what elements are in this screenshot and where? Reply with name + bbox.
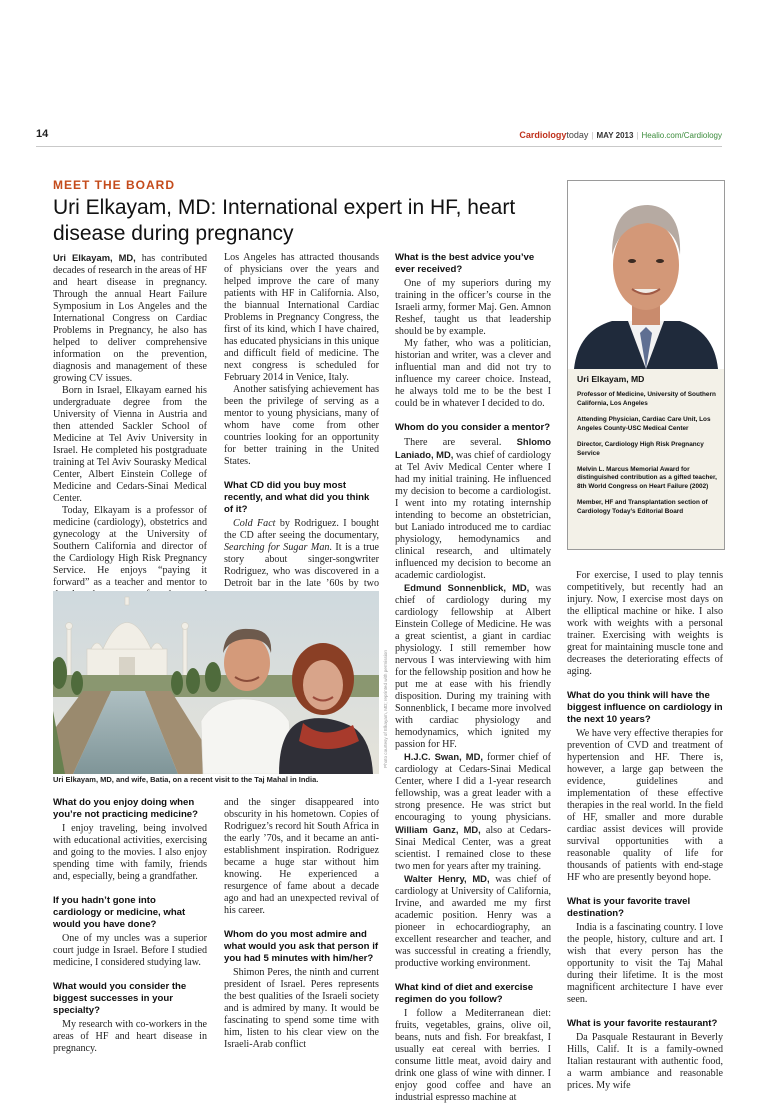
paragraph: Cold Fact by Rodriguez. I bought the CD after seeing the documentary, Searching for Sugar Man. It is a true story about singer-songwriter Rodriguez, who was discovered in a Detroit bar in the late ’60s by two [224,518,379,589]
article-column-1-lower [53,797,207,1055]
paragraph: One of my superiors during my training in the officer’s course in the Israeli army, former Maj. Gen. Amnon Reshef, taught us that leadership should be by example. [395,278,551,337]
question-heading: What is your favorite travel destination? [567,896,691,919]
question-heading: What would you consider the biggest successes in your specialty? [53,981,187,1016]
taj-mahal-photo [53,591,379,774]
issue-date: MAY 2013 [596,131,634,140]
sidebar-credentials [577,391,717,524]
photo-caption: Uri Elkayam, MD, and wife, Batia, on a recent visit to the Taj Mahal in India. [53,775,319,784]
credential-item: Director, Cardiology High Risk Pregnancy Service [577,440,704,457]
paragraph: One of my uncles was a superior court judge in Israel. Before I studied medicine, I considered studying law. [53,933,207,968]
article-column-3 [395,252,551,1104]
bio-sidebar [567,180,725,550]
photo-credit-text: Photo courtesy of Elkayam, MD; reprinted with permission [383,650,388,768]
article-column-2 [224,252,379,626]
paragraph: Another satisfying achievement has been the privilege of serving as a mentor to young physicians, many of whom have come from other countries looking for an opportunity for better training in the United States. [224,384,379,467]
paragraph: There are several. Shlomo Laniado, MD, was chief of cardiology at Tel Aviv Medical Center where I had my initial training. He influenced my decision to become a cardiologist. I went into my rotating internship intending to become an obstetrician, but Laniado introduced me to cardiac physiology, hemodynamics and clinical research, and ultimately influenced my decision to become an academic cardiologist. [395,436,551,581]
paragraph: Shimon Peres, the ninth and current president of Israel. Peres represents the best qualities of the Israeli society and is admired by many. It would be fascinating to spend some time with him, listen to his clear view on the Israeli-Arab conflict [224,967,379,1050]
paragraph: My research with co-workers in the areas of HF and heart disease in pregnancy. [53,1019,207,1054]
article-column-1 [53,252,207,613]
headline: Uri Elkayam, MD: International expert in HF, heart disease during pregnancy [53,196,516,245]
question-heading: What kind of diet and exercise regimen do you follow? [395,982,534,1005]
brand-suffix: today [566,130,589,140]
question-heading: If you hadn’t gone into cardiology or medicine, what would you have done? [53,895,186,930]
question-heading: What do you enjoy doing when you’re not practicing medicine? [53,797,198,820]
sidebar-name: Uri Elkayam, MD [577,374,645,384]
section-kicker: MEET THE BOARD [53,178,175,192]
credential-item: Attending Physician, Cardiac Care Unit, Los Angeles County-USC Medical Center [577,415,711,432]
paragraph: Los Angeles has attracted thousands of physicians over the years and helped improve the care of many patients with HF in California. Also, the biannual International Cardiac Problems in Pregnancy Congress, the first of its kind, which I have chaired, has educated physicians in this unique and difficult field of medicine. The next congress is scheduled for February 2014 in Venice, Italy. [224,252,379,383]
paragraph: Walter Henry, MD, was chief of cardiology at University of California, Irvine, and awarded me my first academic position. Henry was a pioneer in echocardiography, an excellent researcher and teacher, and was successful in creating a friendly, productive working environment. [395,873,551,969]
question-heading: What is the best advice you’ve ever received? [395,252,535,275]
masthead: Cardiologytoday | MAY 2013 | Healio.com/Cardiology [519,130,722,140]
photo-illustration [53,591,379,774]
paragraph: For exercise, I used to play tennis competitively, but recently had an injury. Now, I exercise most days on the elliptical machine or hike. I also work with weights with a personal trainer. Exercising with weights is great for maintaining muscle tone and decreases the deteriorating effects of aging. [567,570,723,677]
paragraph: We have very effective therapies for prevention of CVD and treatment of hypertension and HF. There is, however, a large gap between the evidence, guidelines and implementation of these effective therapies in the real world. In the field of HF, smaller and more durable cardiac assist devices will provide survival opportunities with a reasonable quality of life for thousands of patients with end-stage HF who are presently beyond hope. [567,728,723,883]
article-column-4 [567,570,723,1092]
paragraph: Born in Israel, Elkayam earned his undergraduate degree from the University of Vienna in Austria and then attended Sackler School of Medicine at Tel Aviv University in Israel. He completed his postgraduate training at Tel Aviv Sourasky Medical Center, Albert Einstein College of Medicine and Cedars-Sinai Medical Center. [53,385,207,504]
paragraph: Today, Elkayam is a professor of medicine (cardiology), obstetrics and gynecology at the University of Southern California and director of the Cardiology High Risk Pregnancy Service. He enjoys “paying it forward” as a teacher and mentor to [53,505,207,588]
question-heading: What CD did you buy most recently, and what did you think of it? [224,480,370,515]
article-column-2-lower [224,797,379,1051]
portrait-photo [568,181,724,369]
photo-credit [380,610,390,770]
site-link[interactable]: Healio.com/Cardiology [641,131,722,140]
question-heading: What do you think will have the biggest influence on cardiology in the next 10 years? [567,690,723,725]
credential-item: Melvin L. Marcus Memorial Award for distinguished contribution as a gifted teacher, 8th World Congress on Heart Failure (2002) [577,465,717,491]
brand-name: Cardiology [519,130,567,140]
header-rule [36,146,722,147]
paragraph: I follow a Mediterranean diet: fruits, vegetables, grains, olive oil, beans, nuts and fish. For breakfast, I usually eat cereal with berries. I consume little meat, avoid dairy and drink one glass of wine with dinner. I enjoy good coffee and have an industrial espresso machine at [395,1008,551,1103]
page-number: 14 [36,128,49,140]
paragraph: H.J.C. Swan, MD, former chief of cardiology at Cedars-Sinai Medical Center, where I did a 1-year research fellowship, was a great leader with a strong presence. He was strict but encouraging to young physicians. William Ganz, MD, also at Cedars-Sinai Medical Center, was a great scientist. I remained close to these two men for years after my training. [395,751,552,872]
credential-item: Member, HF and Transplantation section of Cardiology Today’s Editorial Board [577,499,708,516]
question-heading: Whom do you most admire and what would you ask that person if you had 5 minutes with him/her? [224,929,379,964]
paragraph: and the singer disappeared into obscurity in his hometown. Copies of Rodriguez’s record hit South Africa in the early ’70s, and it became an anti-establishment inspiration. Rodriguez became a huge star without him knowing. He experienced a resurgence of fame about a decade ago and had an unexpected revival of his career. [224,797,379,916]
question-heading: What is your favorite restaurant? [567,1018,718,1029]
credential-item: Professor of Medicine, University of Southern California, Los Angeles [577,391,716,407]
paragraph: Edmund Sonnenblick, MD, was chief of cardiology during my cardiology fellowship at Albert Einstein College of Medicine. He was a great scientist, a giant in cardiac physiology. I still remember how nervous I was interviewing with him for the fellowship position and how he put me at ease with his friendly disposition. During my training with Sonnenblick, I became more involved with cardiac physiology and hemodynamics, which ignited my passion for HF. [395,582,552,750]
paragraph: My father, who was a politician, historian and writer, was a clever and influential man and did not try to influence my career choice. Instead, he always told me to be the best I could be in whatever I decided to do. [395,338,551,409]
portrait-illustration [568,181,724,369]
paragraph: Uri Elkayam, MD, has contributed decades of research in the areas of HF and heart disease in pregnancy. Through the annual Heart Failure Symposium in Los Angeles and the International Congress on Cardiac Problems in Pregnancy, he also has helped to deliver comprehensive information on the prevention, diagnosis and management of these growing CV issues. [53,252,207,384]
paragraph: I enjoy traveling, being involved with educational activities, exercising and going to the movies. I also enjoy spending time with family, friends and, especially, being a grandfather. [53,823,207,882]
question-heading: Whom do you consider a mentor? [395,422,551,433]
paragraph: India is a fascinating country. I love the people, history, culture and art. I wish that every person has the opportunity to visit the Taj Mahal during their lifetime. It is the most magnificent architecture I have ever seen. [567,922,723,1005]
paragraph: Da Pasquale Restaurant in Beverly Hills, Calif. It is a family-owned Italian restaurant with authentic food, a warm ambiance and reasonable prices. My wife [567,1032,723,1091]
